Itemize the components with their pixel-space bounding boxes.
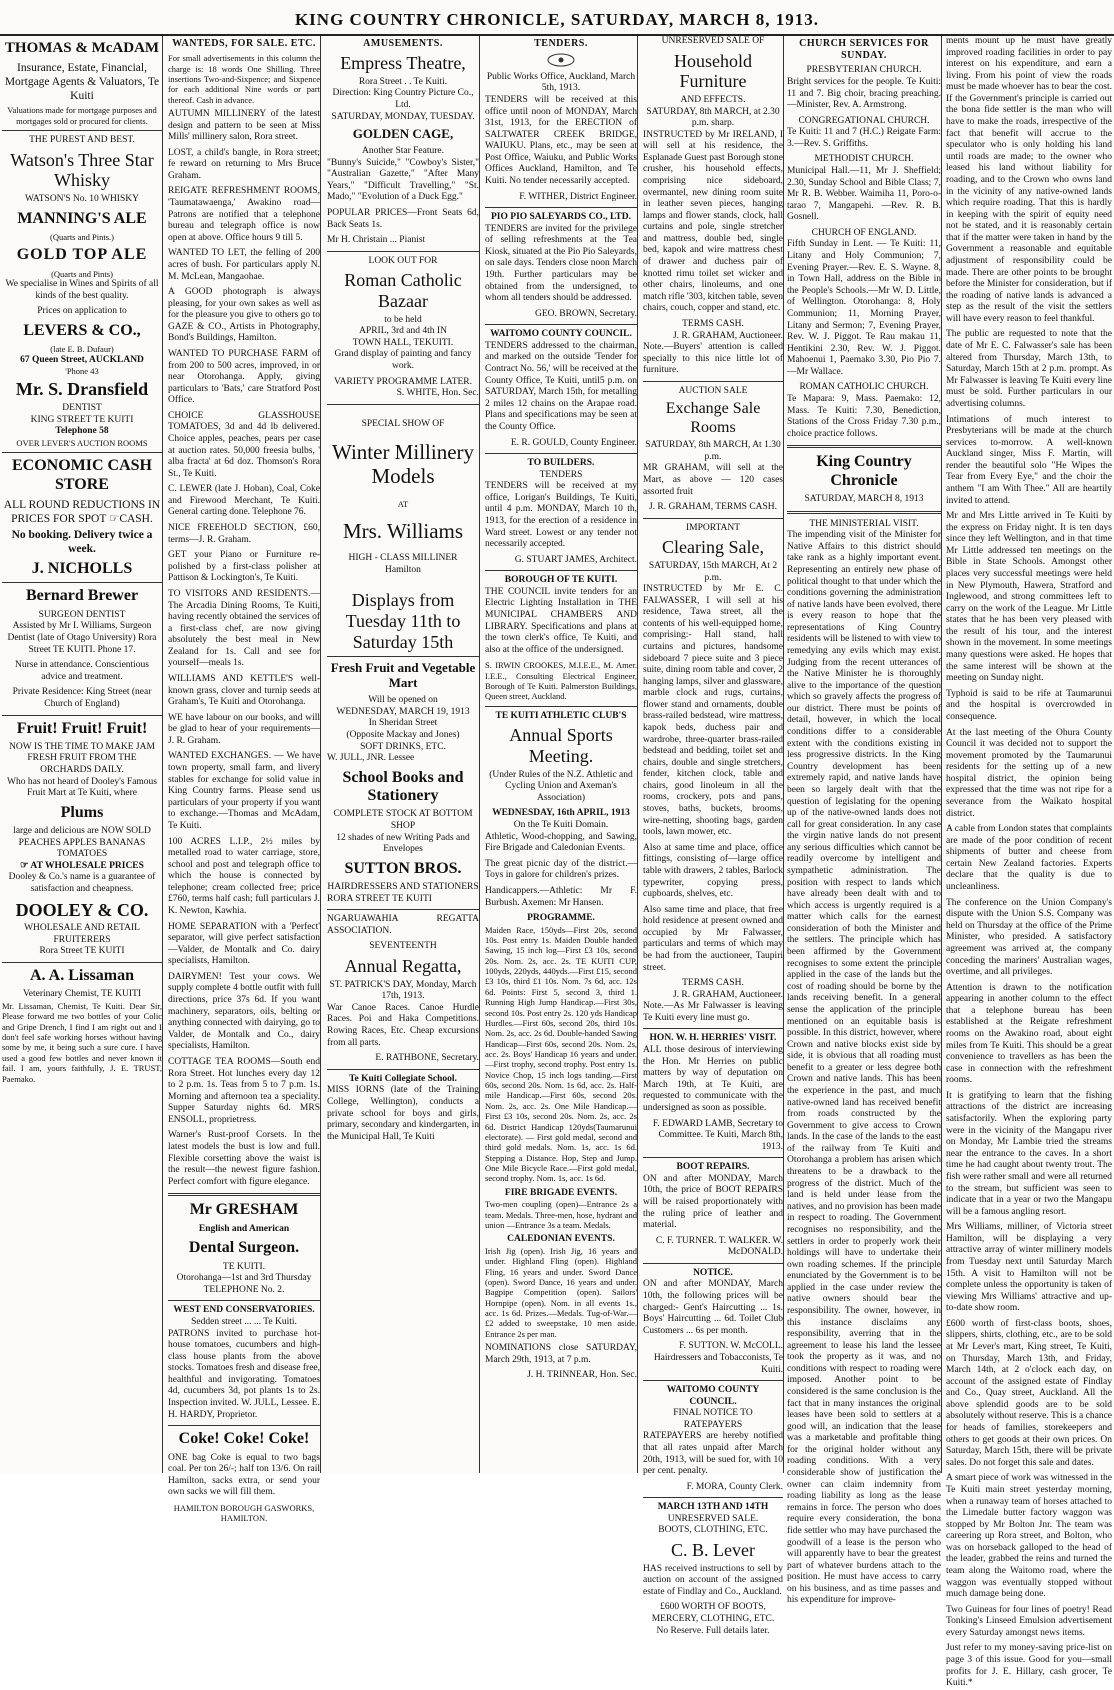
piopio: PIO PIO SALEYARDS CO., LTD. (491, 212, 631, 223)
wanted-ad: HOME SEPARATION with a 'Perfect' separator, will give perfect satisfaction—Valder, de Montalk and Co. dairy specialists, Hamilton. (168, 921, 320, 967)
c7-body-11: Mrs Williams, milliner, of Victoria street Hamilton, will be displaying a very attractive array of winter millinery models from Tuesday next until Saturday March 15th. A visit to Hamilton will not be complete unless the opportunity is taken of viewing Mrs Williams' attractive and up-to-date show room. (946, 1222, 1112, 1314)
catholic: ROMAN CATHOLIC CHURCH. (799, 382, 929, 393)
tenders-heading: TENDERS. (534, 38, 588, 49)
waitomo2: WAITOMO COUNTY COUNCIL. (666, 1385, 760, 1407)
tel2: TELEPHONE No. 2. (203, 1284, 285, 1295)
peaches: PEACHES APPLES BANANAS TOMATOES (18, 837, 146, 860)
builders: TO BUILDERS. (527, 458, 595, 469)
methodist-body: Municipal Hall.—11, Mr J. Sheffield; 2.30, Sunday School and Bible Class; 7, Mr R. B. Webber. Waimiha 11, Poro-o-tarao 7, Mangapehi. —Rev. R. B. Gosnell. (787, 166, 941, 223)
levers: LEVERS & CO., (23, 321, 141, 339)
wither: F. WITHER, District Engineer. (519, 191, 637, 202)
tenders2: TENDERS (539, 469, 583, 480)
telephone-58: Telephone 58 (55, 426, 109, 437)
fire-body: Two-men coupling (open)—Entrance 2s a team. Medals. Three-men, hose, hydrant and union —Entrance 3s a team. Medals. (485, 1199, 637, 1230)
wanted-ad: DAIRYMEN! Test your cows. We supply complete 4 bottle outfit with full directions, price 37s 6d. If you want machinery, separators, oils, belting or anything connected with dairying, go to Valder, de Montalk and Co., dairy specialists, Hamilton. (168, 971, 320, 1052)
column-1 (2, 36, 163, 1473)
column-6 (787, 36, 942, 1606)
seventeenth: SEVENTEENTH (369, 941, 437, 952)
congreg-body: Te Kuiti: 11 and 7 (H.C.) Reigate Farm: 3.—Rev. S. Griffiths. (787, 127, 941, 149)
wanted-ad: For small advertisements in this column the charge is: 18 words One Shilling. Three insertions Two-and-Sixpence; and Sixpence for each additional Nine words or part thereof. Cash in advance. (168, 53, 320, 105)
shades: 12 shades of new Writing Pads and Envelopes (336, 832, 470, 855)
rora-street: Rora Street TE KUITI (39, 946, 125, 957)
lissaman-letter: Mr. Lissaman, Chemist, Te Kuiti. Dear Sir, Please forward me two bottles of your Colic and Gripe Drench, I find I am right out and I don't feel safe working horses without having some by me, it being such a sure cure. I have used a good few bottles and never known it fail. I am, yours faithfully, J. E. TRUST, Paemako. (2, 1001, 162, 1084)
lever: C. B. Lever (671, 1540, 755, 1561)
books: School Books and Stationery (342, 768, 464, 805)
nurse: Nurse in attendance. Conscientious advice and treatment. (14, 660, 150, 682)
rules: (Under Rules of the N.Z. Athletic and Cycling Union and Axeman's Association) (489, 769, 633, 803)
c7-body-1: ments mount up he must have greatly improved roading facilities in order to pay interest on his expenditure, and earn a living. From his point of view the roads must be made whoever has to bear the cost. If the Government's principle is carried out the bona fide settler is the man who will have to make the roads, irrespective of the fact that benefit will accrue to the speculator who is only holding his land until roads are made; to the owner who leased his land without liability for roading, and to the Crown who owns land in the vicinity of any native-owned lands which require roading. That this is hardly in keeping with the spirit of equity need not be stated, and it is reasonably certain that if the matter were taken in hand by the Government a reasonable and equitable adjustment of responsibility could be made. There are other points to be brought before the Minister for consideration, but if the roading of native lands is advanced a step as the result of the visit the settlers will have every reason to feel thankful. (946, 36, 1112, 324)
c7-body-2: The public are requested to note that the date of Mr E. C. Falwasser's sale has been altered from Thursday, March 13th, to Saturday, March 15th at 2 p.m. prompt. As Mr Falwasser is leaving Te Kuiti every line must be sold. Further particulars in our advertising columns. (946, 329, 1112, 409)
final: FINAL NOTICE TO RATEPAYERS (673, 1408, 753, 1430)
terms2: TERMS CASH. (682, 978, 744, 989)
c7-body-6: At the last meeting of the Ohura County Council it was decided not to support the movement promoted by the Taumarunui residents for the setting up of a new hospital district, the opinion being expressed that the time was not ripe for a severance from the Waikato hospital district. (946, 727, 1112, 819)
wanted-ad: TO VISITORS AND RESIDENTS.—The Arcadia Dining Rooms, Te Kuiti, having recently obtained the services of a first-class chef, are now giving absolutely the best meal in New Zealand for 1s. Call and see for yourself—meals 1s. (168, 588, 320, 669)
displays: Displays from Tuesday 11th to Saturday 15th (345, 590, 461, 652)
effects: AND EFFECTS. (680, 94, 746, 105)
pwo: Public Works Office, Auckland, March 5th, 1913. (486, 71, 636, 94)
who-heard: Who has not heard of Dooley's Famous Fruit Mart at Te Kuiti, where (7, 776, 157, 799)
trinnear: J. H. TRINNEAR, Hon. Sec. (527, 1370, 637, 1381)
graham: J. R. GRAHAM, Auctioneer. (672, 330, 783, 341)
wanteds-heading: WANTEDS, FOR SALE. ETC. (172, 38, 316, 49)
otoro: Otorohanga—1st and 3rd Thursday (176, 1273, 312, 1284)
column-5 (643, 36, 784, 1636)
c7-body-9: Attention is drawn to the notification appearing in another column to the effect that a telephone bureau has been established at the Reigate refreshment rooms on the Awakino road, about eight miles from Te Kuiti. This should be a great convenience to travellers as has been the case in connection with the refreshment rooms. (946, 982, 1112, 1086)
important: IMPORTANT (685, 522, 741, 533)
gresham-tekuiti: TE KUITI. (222, 1261, 266, 1272)
household: Household Furniture (674, 50, 752, 92)
private: Private Residence: King Street (near Church of England) (12, 687, 152, 709)
james: G. STUART JAMES, Architect. (514, 554, 637, 565)
graham2: J. R. GRAHAM, TERMS CASH. (648, 502, 778, 513)
herries: HON. W. H. HERRIES' VISIT. (649, 1033, 777, 1044)
at: AT (397, 498, 409, 509)
boot: BOOT REPAIRS. (676, 1162, 750, 1173)
herries-body: ALL those desirous of interviewing the Hon. Mr Herries on public matters by way of deputation on March 19th, at Te Kuiti, are requested to communicate with the undersigned as soon as possible. (643, 1045, 783, 1113)
popular: POPULAR PRICES—Front Seats 6d, Back Seats 1s. (327, 208, 479, 230)
leaving: Note.—As Mr Falwasser is leaving Te Kuiti every line must go. (643, 1001, 783, 1023)
wanted-ad: WE have labour on our books, and will be glad to hear of your requirements—J. R. Graham. (168, 712, 320, 746)
fruit: Fruit! Fruit! Fruit! (16, 719, 148, 737)
handicappers: Handicappers.—Athletic: Mr F. Burbush. Axemen: Mr Hansen. (485, 885, 637, 908)
england: CHURCH OF ENGLAND. (811, 227, 917, 238)
watsons-no10: WATSON'S No. 10 WHISKY (25, 193, 139, 204)
nicholls: J. NICHOLLS (31, 560, 133, 578)
sedden: Sedden street ... ... Te Kuiti. (191, 1316, 297, 1327)
wholesale: ☞ AT WHOLESALE PRICES (20, 860, 144, 871)
sheridan: In Sheridan Street (368, 718, 438, 729)
beheld: to be held (384, 314, 422, 325)
athletic: TE KUITI ATHLETIC CLUB'S (495, 710, 627, 721)
presby: PRESBYTERIAN CHURCH. (806, 65, 922, 76)
congreg: CONGREGATIONAL CHURCH. (798, 115, 930, 126)
iorns: MISS IORNS (late of the Training College, Wellington), conducts a private school for boys and girls, primary, secondary and kindergarten, in the Municipal Hall, Te Kuiti (327, 1085, 479, 1142)
lamb: F. EDWARD LAMB, Secretary to Committee. Te Kuiti, March 8th, 1913. (652, 1118, 783, 1152)
wanted-ad: LOST, a child's bangle, in Rora street; fe reward on returning to Mrs Bruce Graham. (168, 147, 320, 181)
winter: Winter Millinery Models (331, 440, 475, 489)
crest-icon (485, 53, 637, 72)
brown: GEO. BROWN, Secretary. (534, 308, 637, 319)
unres: UNRESERVED SALE. (667, 1513, 759, 1524)
opposite: (Opposite Mackay and Jones) (346, 729, 460, 740)
thomas-note: Valuations made for mortgage purposes and mortgages sold or procured for clients. (7, 105, 157, 126)
wanted-ad: 100 ACRES L.I.P., 2½ miles by metalled road to water carriage, store, school and post and telegraph office to which the house is connected by telephone; cream collected free; price £760, terms half cash; full particulars J. K. Newton, Kawhia. (168, 836, 320, 916)
unreserved: UNRESERVED SALE OF (661, 36, 765, 46)
sat15: SATURDAY, 15th MARCH, At 2 p.m. (648, 560, 778, 583)
variety: VARIETY PROGRAMME LATER. (333, 376, 473, 387)
boots: BOOTS, CLOTHING, ETC. (658, 1525, 768, 1536)
patrons: PATRONS invited to purchase hot-house tomatoes, cucumbers and high-class house plants from the above stocks. Tomatoes fresh and disease free, healthful and invigorating. Tomatoes 4d, cucumbers 3d, pot plants 1s to 2s. Inspection invited. W. JULL, Lessee. E. H. HARDY, Proprietor. (168, 1328, 320, 1420)
levers-phone: 'Phone 43 (65, 366, 99, 377)
mannings: MANNING'S ALE (17, 209, 147, 227)
another: Another Star Feature. (361, 146, 445, 157)
wanted-ad: AUTUMN MILLINERY of the latest design and pattern to be seen at Miss Mills' millinery salon, Rora street. (168, 108, 320, 143)
no-booking: No booking. Delivery twice a week. (11, 529, 153, 556)
soft: SOFT DRINKS, ETC. (360, 741, 446, 752)
columns (0, 36, 1114, 1689)
thomas-lines: Insurance, Estate, Financial, Mortgage Agents & Valuators, Te Kuiti (4, 62, 160, 103)
ireland: INSTRUCTED by Mr IRELAND, I will sell at his residence, the Esplanade Guest past Borough stone crusher, his household effects, comprising nice sideboard, overmantel, new dining room suite in leather seven pieces, hanging lamps and flower stands, clock, hall curtains and pole, single stretcher and mattress, double bed, single bed, kapok and wire mattress chest of drawer and duchess pair of knotted rimu toilet set wicker and other chairs, linoleums, and one match rifle '303, kitchen table, seven chairs, couch, copper and stand, etc. (643, 129, 783, 314)
wanted-ad: A GOOD photograph is always pleasing, for your own sakes as well as for the pleasure you give to others go to GAZE & CO., Artists in Photography, Bond's Buildings, Hamilton. (168, 287, 320, 344)
watsons: Watson's Three Star Whisky (10, 149, 154, 191)
nominations: NOMINATIONS close SATURDAY, March 29th, 1913, at 7 p.m. (485, 1343, 637, 1365)
levers-sub: (late E. B. Dufaur) (50, 344, 114, 355)
plums: Plums (60, 803, 104, 821)
boot-body: ON and after MONDAY, March 10th, the price of BOOT REPAIRS will be raised proportionately with the ruling price of leather and material. (643, 1173, 783, 1231)
also-freehold: Also same time and place, that free hold residence at present owned and occupied by Mr Falwasser, particulars and terms of which may be had from the auctioneer, Taupiri street. (643, 904, 783, 973)
wholesale-retail: WHOLESALE AND RETAIL FRUITERERS (24, 923, 140, 945)
coke: Coke! Coke! Coke! (178, 1430, 310, 1448)
coke-body: ONE bag Coke is equal to two bags coal. Per ton 26/-; half ton 13/6. On rail Hamilton, sacks extra, or send your own sacks we will fill them. (168, 1452, 320, 1498)
over-lever: OVER LEVER'S AUCTION ROOMS (16, 437, 148, 448)
king-street: KING STREET TE KUITI (30, 414, 134, 425)
quarts-1: (Quarts and Pints.) (50, 231, 114, 242)
surgeon: SURGEON DENTIST (38, 609, 126, 620)
all-round: ALL ROUND REDUCTIONS IN PRICES FOR SPOT ☞CASH. (3, 499, 161, 526)
golden: GOLDEN CAGE, (352, 126, 454, 142)
rathbone: E. RATHBONE, Secretary. (375, 1053, 479, 1064)
gould: E. R. GOULD, County Engineer. (510, 437, 637, 448)
dooley-co: DOOLEY & CO. (15, 899, 149, 920)
bazaar: Roman Catholic Bazaar (344, 270, 462, 312)
pwo-body: TENDERS will be received at this office until noon of MONDAY, March 31st, 1913, for the ERECTION of SALTWATER CREEK BRIDGE, WAIUKU. Plans, etc., may be seen at Post Office, Waiuku, and Public Works Offices Auckland, Hamilton, and Te Kuiti. No tender necessarily accepted. (485, 94, 637, 186)
lever-body: HAS received instructions to sell by auction on account of the assigned estate of Findlay and Co., Auckland. (643, 1563, 783, 1597)
masthead-title: KING COUNTRY CHRONICLE, SATURDAY, MARCH 8, 1913. (294, 10, 820, 29)
methodist: METHODIST CHURCH. (814, 154, 914, 165)
dooley-name: Dooley & Co.'s name is a guarantee of satisfaction and cheapness. (8, 872, 156, 895)
c7-body-5: Typhoid is said to be rife at Taumarunui and the hospital is overcrowded in consequence. (946, 688, 1112, 722)
large-delicious: large and delicious are NOW SOLD (13, 826, 151, 837)
programme: PROGRAMME. (527, 913, 595, 924)
column-7 (946, 36, 1112, 1689)
c7-body-10: It is gratifying to learn that the fishing attractions of the district are increasing satisfactorily. When the exploring party were in the vicinity of the Mangapu river on Monday, Mr Lambie tried the streams near the entrance to the caves. In a short time he had caught about twenty trout. The fish were rather small and were all returned to the stream, but sufficient was seen to indicate that in a year or two the Mangapu will be a famous angling resort. (946, 1090, 1112, 1217)
clearing: Clearing Sale, (662, 537, 764, 558)
waitomo: WAITOMO COUNTY COUNCIL. (490, 329, 632, 340)
wanted-ad: GET your Piano or Furniture re-polished by a first-class polisher at Pattison & Lockington's, Te Kuiti. (168, 550, 320, 584)
sat8: SATURDAY, 8th MARCH, at 2.30 p.m. sharp. (646, 106, 780, 129)
dental: Dental Surgeon. (188, 1239, 300, 1257)
mora: F. MORA, County Clerk. (686, 1481, 783, 1492)
c7-body-7: A cable from London states that complaints are made of the poor condition of recent shipments of butter and cheese from certain New Zealand factories. Experts declare that the quality is due to uncleanliness. (946, 824, 1112, 893)
empress: Empress Theatre, (340, 53, 466, 74)
presby-body: Bright services for the people. Te Kuiti: 11 and 7. Big choir, bracing preaching.—Minister, Rev. A. Armstrong. (787, 76, 941, 111)
jull: W. JULL, JNR. Lessee (327, 753, 415, 764)
sports: Annual Sports Meeting. (509, 725, 613, 767)
picnic: The great picnic day of the district.—Toys in galore for children's prizes. (485, 858, 637, 881)
brewer-body: Assisted by Mr I. Williams, Surgeon Dentist (late of Otago University) Rora Street TE KUITI. Phone 17. (7, 621, 157, 655)
wanted-ad: C. LEWER (late J. Hoban), Coal, Coke and Firewood Merchant, Te Kuiti. General carting done. Telephone 76. (168, 484, 320, 518)
prices: Prices on application to (37, 306, 127, 317)
falwasser: INSTRUCTED by Mr E. C. FALWASSER, I will sell at his residence, Tawa street, all the contents of his well-equipped home, comprising:- Hall stand, hall curtains and pictures, handsome sideboard 7 piece suite and 3 piece suite, dining room table and cover, 2 hanging lamps, silver and glassware, marble clock and rugs, curtains, flower stand and ornaments, double brass-railed bedstead, wire mattress, kapok beds, duchess pair and wardrobe, three-quarter brass-railed bedstead and bedding, toilet set and chairs, double and single stretchers, fender, kitchen clock, table and chairs, good linoleum in all the rooms, crockery, pots and pans, stoves, baths, buckets, brooms, wire-netting, shooting bags, garden tools, lawn mower, etc. (643, 584, 783, 838)
townhall: TOWN HALL, TEKUITI. (352, 337, 454, 348)
fire: FIRE BRIGADE EVENTS. (504, 1187, 618, 1198)
gasworks: HAMILTON BOROUGH GASWORKS, HAMILTON. (173, 1502, 315, 1524)
domain: On the Te Kuiti Domain. (513, 820, 609, 831)
wed16: WEDNESDAY, 16th APRIL, 1913 (492, 808, 630, 819)
quarts-2: (Quarts and Pints) (51, 268, 113, 279)
c7-body-8: The conference on the Union Company's dispute with the Union S.S. Company was held on Thursday at the office of the Prime Minister, who presided. A satisfactory agreement was arrived at, the company conceding the mariners' Australian wages, overtime, and all privileges. (946, 897, 1112, 978)
noreserve: No Reserve. Full details later. (656, 1625, 770, 1636)
mrs-williams: Mrs. Williams (342, 518, 464, 543)
notice: NOTICE. (693, 1267, 733, 1278)
wanted-ad: WANTED EXCHANGES. — We have town property, small farm, and livery stables for exchange for solid value in King Country farms. Please send us particulars of your property if you want to exchange.—Thomas and McAdam, Te Kuiti. (168, 751, 320, 831)
events: Athletic, Wood-chopping, and Sawing, Fire Brigade and Caledonian Events. (485, 831, 637, 854)
april: APRIL, 3rd and 4th IN (359, 326, 447, 337)
vet: Veterinary Chemist, TE KUITI (22, 989, 142, 1000)
lookout: LOOK OUT FOR (368, 255, 438, 266)
opened: Will be opened on (368, 695, 438, 706)
freshmart: Fresh Fruit and Vegetable Mart (330, 660, 476, 691)
dentist: DENTIST (62, 403, 102, 414)
kcc-date: SATURDAY, MARCH 8, 1913 (804, 494, 924, 505)
empress-rora: Rora Street . . Te Kuiti. (358, 76, 448, 87)
kcc: King Country Chronicle (816, 453, 912, 489)
days: SATURDAY, MONDAY, TUESDAY. (331, 111, 475, 122)
c7-body-12: £600 worth of first-class boots, shoes, slippers, shirts, clothing, etc., are to be sold at Mr Lever's mart, King street, Te Kuiti, on Thursday, March 13th, and Friday, March 14th, at 2 o'clock each day, on account of the assigned estate of Findlay and Co., Quay street, Auckland. All the above splendid goods are to be sold absolutely without reserve. This is a chance for heads of families, storekeepers and others to get goods at their own prices. On Saturday, March 15th, there will be private sales. Do not forget this sale and dates. (946, 1318, 1112, 1468)
fresh-fruit: FRESH FRUIT FROM THE ORCHARDS DAILY. (27, 753, 137, 776)
now-time: NOW IS THE TIME TO MAKE JAM (9, 741, 155, 752)
visit-body: The impending visit of the Minister for Native Affairs to this district should take rank as a highly important event. Representing an entirely new phase of political thought to that under which the conditions governing the administration of native lands have been evolved, there is every reason to hope that the representations of King Country residents will be listened to with view to remedying any evils which may exist. Judging from the recent utterances of the Native Minister he is thoroughly alive to the importance of the question which so gravely affects the progress of our district. There must be points of detail, however, in which the local conditions differ to a considerable extent with the conditions existing in less progressive districts. In the King Country development has been extremely rapid, and native lands have been so largely dealt with that the question of legislating for the opening up of the native-owned lands does not call for great consideration. In any case the virgin native lands do not present any serious difficulties which cannot be readily overcome by intelligent and sympathetic administration. The position with respect to lands which have already been dealt with and to which access is urgently required is a matter which calls for the earnest consideration of both the Minister and the settlers. The principle which has been affirmed by the Government recognises to some extent the principle applied in the case of the lands but the cost of roading should be borne by the lands receiving benefit. In a general sense the application of the principle mentioned on an equitable basis is possible. In this district, however, where Crown and native blocks exist side by side, it is obvious that all roading must benefit to a greater or less degree both Crown and native lands. This has been the experience in the past, and much native-owned land has received benefit from roads constructed by the Government to give access to Crown lands. In the case of the lands to the east of the railway from Te Kuiti and Otorohanga a problem has arisen which threatens to be a drawback to the progress of the district. Much of the land is held under lease from the natives, and no provision has been made in respect to roading. The Government recognises no responsibility, and the settlers in order to properly work their holdings will have to undertake their own roading schemes. If the principle enunciated by the Government is to be applied in the case under review the native owners should bear the responsibility. The owner, however, in this instance disclaims any responsibility, averring that in the agreement to lease his land the lessee took the property as it was, and no conditions with respect to roading were imposed. Another point to be considered is the same conclusion is the fact that in many instances the original leases have been sold to settlers at a good will, an indication that the lease was a marketable and profitable thing for the original holder without any roading conditions. With a very considerable show of justification the owner can claim indemnity from roading liability as long as the lease remains in force. The person who does require every consideration, the bona fide settler who may have purchased the goodwill of a lease is the person who will apparently have to bear the greatest part of whatever burdens attach to the position. He must have access to carry on his business, and as time passes and his expenditure for improve- (787, 530, 941, 1606)
notice-sign: F. SUTTON. W. McCOLL. Hairdressers and Tobacconists, Te Kuiti. (653, 1341, 783, 1375)
boot-sign: C. F. TURNER. T. WALKER. W. McDONALD. (655, 1235, 783, 1258)
graham-sell: MR GRAHAM, will sell at the Mart, as above — 120 cases assorted fruit (643, 463, 783, 497)
wanteds-list (168, 53, 320, 1188)
wanted-ad: WILLIAMS AND KETTLE'S well-known grass, clover and turnip seeds at Graham's, Te Kuiti and Otorohanga. (168, 674, 320, 708)
economic: ECONOMIC CASH STORE (11, 457, 152, 493)
wanted-ad: WANTED TO PURCHASE FARM of from 200 to 500 acres, improved, in or near Otorohanga. Apply, giving particulars to 'Bats,' care Stratford Post Office. (168, 348, 320, 406)
caledonian: CALEDONIAN EVENTS. (507, 1234, 615, 1245)
complete: COMPLETE STOCK AT BOTTOM SHOP (333, 809, 473, 832)
borough-body: THE COUNCIL invite tenders for an Electric Lighting Installation in THE MUNICIPAL CHAMBERS AND LIBRARY. Specifications and plans at the town clerk's office, Te Kuiti, and also at the office of the undersigned. (485, 586, 637, 655)
high-class: HIGH - CLASS MILLINER (348, 553, 458, 564)
church-heading: CHURCH SERVICES FOR SUNDAY. (799, 38, 929, 62)
special: SPECIAL SHOW OF (361, 418, 445, 429)
lissaman: A. A. Lissaman (29, 967, 135, 985)
eng-am: English and American (198, 1223, 290, 1234)
column-3 (327, 36, 480, 1473)
regatta: Annual Regatta, (344, 956, 462, 977)
builders-body: TENDERS will be received at my office, Lorigan's Buildings, Te Kuiti, until 4 p.m. MONDAY, March 10 th, 1913, for the erection of a residence in Ward street. Lowest or any tender not necessarily accepted. (485, 481, 637, 550)
england-body: Fifth Sunday in Lent. — Te Kuiti: 11, Litany and Holy Communion; 7, Evening Prayer.—Rev. E. S. Wayne. 8, in Town Hall, address on the Bible in the People's Schools.—Mr W. D. Little, of Wellington. Otorohanga: 8, Holy Communion; 11, Morning Prayer, Litany and Sermon; 7, Evening Prayer, Rev. W. J. Piggot. Te Rau makau 11, Hentikini 2.30, Rev. W. J. Piggot. Mahoenui 1, Paemako 3.30, Pio Pio 7.—Mr Wallace. (787, 239, 941, 377)
caledonian-body: Irish Jig (open). Irish Jig, 16 years and under. Highland Fling (open). Highland Fling, 16 years and under. Sword Dance (open). Sword Dance, 16 years and under. Bagpipe Competition (open). Sailors' Hornpipe (open). Nom. in all events 1s., acc. 1s 6d. Prizes.—Medals. Tug-of-War.—£2 added to sweepstake, 10 men aside. Entrance 2s per man. (485, 1245, 637, 1339)
c7-body-14: Two Guineas for four lines of poetry! Read Tonking's Linseed Emulsion advertisement every Saturday amongst news items. (946, 1604, 1112, 1638)
borough: BOROUGH OF TE KUITI. (504, 575, 618, 586)
final-body: RATEPAYERS are hereby notified that all rates unpaid after March 20th, 1913, will be sued for, with 10 per cent. penalty. (643, 1431, 783, 1477)
gresham: Mr GRESHAM (189, 1201, 299, 1219)
graham3: J. R. GRAHAM, Auctioneer. (672, 989, 783, 1000)
c7-body-15: Just refer to my money-saving price-list on page 3 of this issue. Good for you—small profits for J. E. Hillary, cash grocer, Te Kuiti.* (946, 1643, 1112, 1689)
piopio-body: TENDERS are invited for the privilege of selling refreshments at the Tea Kiosk, situated at the Pio Pio Saleyards, on sale days. Tenders close noon March 19th. Further particulars may be obtained from the undersigned, to whom all tenders should be addressed. (485, 223, 637, 304)
goldtop: GOLD TOP ALE (16, 246, 148, 264)
stpat: ST. PATRICK'S DAY, Monday, March 17th, 1913. (329, 979, 477, 1002)
auction-sale: AUCTION SALE (678, 385, 748, 396)
wanted-ad: CHOICE GLASSHOUSE TOMATOES, 3d and 4d lb delivered. Choice apples, peaches, pears per case at auction rates. 50,000 freesia bulbs, ' alba fracta' at 6d doz. Thomson's Rora St., Te Kuiti. (168, 410, 320, 479)
sat8b: SATURDAY, 8th MARCH, At 1.30 p.m. (645, 440, 781, 462)
direction: Direction: King Country Picture Co., Ltd. (332, 88, 474, 111)
c7-body-3: Intimations of much interest to Presbyterians will be made at the church services to-morrow. A well-known Auckland singer, Miss F. Martin, will render the beautiful solo "He Wipes the Tear from Every Eye," and the choir the anthem "I am With Thee." All are heartily invited to attend. (946, 414, 1112, 506)
wed: WEDNESDAY, MARCH 19, 1913 (336, 706, 470, 717)
thomas-title: THOMAS & McADAM (4, 40, 160, 56)
also-same: Also at same time and place, office fittings, consisting of—large office table with drawers, 2 tables, Barlock typewriter, copying press, cupboards, shelves, etc. (643, 842, 783, 900)
programme-body: Maiden Race, 150yds—First 20s, second 10s. Post entry 1s. Maiden Double handed Sawing, 15 inch log—First £3 10s, second 20s. Nom. 2s, acc. 2s. TE KUITI CUP, 100yds, 220yds, 440yds.—First £15, second £3 10s, third £1 10s. Nom. 7s 6d, acc. 12s 6d. Points: First 5, second 3, third 1. Running High Jump Handicap.—First 30s, second 10s. Post entry 2s. 120 yds Handicap Hurdles.—First 60s, second 20s, third 10s. Nom. 2s, acc. 2s 6d. Double-handed Sawing Handicap—First 60s, second 20s. Nom. 2s, acc. 2s. Boys' Handicap 16 years and under. —First trophy, second trophy. Post entry 1s. Novice Chop, 15 inch logs tanding.—First 60s, second 20s. Nom. 1s 6d, acc. 2s. Half-mile Handicap.—First 60s, second 20s. Nom. 2s, acc. 2s. One Mile Handicap.—First £3 10s, second 20s. Nom. 2s, acc. 2s 6d. District Handicap 120yds(Taumarunui electorate). — First gold medal, second and third gold medals. Nom. 1s, acc. 1s 6d. Stepping a Distance. Hop, Step and Jump. One Mile Bicycle Race.—First gold medal, second trophy. Nom. 1s, acc. 1s 6d. (485, 924, 637, 1184)
buyers-note: Note.—Buyers' attention is called specially to this nice little lot of furniture. (643, 342, 783, 376)
wanted-ad: REIGATE REFRESHMENT ROOMS, 'Taumatawaenga,' Awakino road—Patrons are notified that a telephone bureau and telegraph office is now open at above. Office hours 9 till 5. (168, 186, 320, 243)
column-4 (485, 36, 638, 1473)
waitomo-body: TENDERS addressed to the chairman, and marked on the outside 'Tender for Contract No. 56,' will be received at the County Office, Te Kuiti, until5 p.m. on SATURDAY, March 15th, for metalling 2 miles 12 chains on the Arapae road. Plans and specifications may be seen at the County Office. (485, 340, 637, 432)
levers-addr: 67 Queen Street, AUCKLAND (20, 354, 144, 365)
exchange: Exchange Sale Rooms (665, 400, 761, 436)
hair: HAIRDRESSERS AND STATIONERS (327, 882, 479, 893)
catholic-body: Te Mapara: 9, Mass. Paemako: 12, Mass. Te Kuiti: 7.30, Benediction, Stations of the Cross Friday 7.30 p.m., choice practice follows. (787, 393, 941, 439)
masthead (0, 4, 1114, 36)
brewer: Bernard Brewer (25, 587, 139, 605)
wanted-ad: COTTAGE TEA ROOMS—South end Rora Street. Hot lunches every day 12 to 2 p.m. 1s. Teas from 5 to 7 p.m. 1s. Morning and afternoon tea a speciality. Supper Saturday nights 6d. MRS ENSOLL, proprietress. (168, 1056, 320, 1125)
worth: £600 WORTH OF BOOTS, MERCERY, CLOTHING, ETC. (651, 1602, 775, 1625)
visit: THE MINISTERIAL VISIT. (809, 518, 919, 529)
c7-body-4: Mr and Mrs Little arrived in Te Kuiti by the express on Friday night. It is ten days since they left Wellington, and in that time Mr Little addressed ten meetings on the Bible in State Schools. Amongst other places very successful meetings were held in New Plymouth, Hawera, Stratford and Inglewood, and strong committees left to carry on the work of the League. Mr Little states that he has been very pleased with the result of his tour, and the interest shown in the movement. In some meetings many questions were asked. He hopes that the same interest will be shown at the meeting on Sunday night. (946, 511, 1112, 684)
white: S. WHITE, Hon. Sec. (396, 388, 479, 399)
pianist: Mr H. Christain ... Pianist (327, 235, 426, 246)
ngaru: NGARUAWAHIA REGATTA ASSOCIATION. (327, 914, 479, 936)
rora2: RORA STREET TE KUITI (327, 893, 432, 904)
wanted-ad: WANTED TO LET, the felling of 200 acres of bush. For particulars apply N. M. McLean, Mangaohae. (168, 248, 320, 282)
crookes: S. IRWIN CROOKES, M.I.E.E., M. Amer. I.E.E., Consulting Electrical Engineer, Borough of Te Kuiti. Palmerston Buildings, Queen street, Auckland. (485, 660, 637, 702)
hamilton: Hamilton (385, 564, 421, 575)
notice-body: ON and after MONDAY, March 10th, the following prices will be charged:- Gent's Haircutting ... 1s. Boys' Haircutting ... 6d. Toilet Club Customers ... 6s per month. (643, 1279, 783, 1336)
races: War Canoe Races. Canoe Hurdle Races. Poi and Haka Competitions. Rowing Races, Etc. Cheap excursions from all parts. (327, 1002, 479, 1048)
dransfield: Mr. S. Dransfield (15, 379, 149, 400)
terms: TERMS CASH. (682, 318, 744, 329)
column-2 (168, 36, 321, 1524)
specialise: We specialise in Wines and Spirits of all kinds of the best quality. (5, 279, 159, 301)
collegiate: Te Kuiti Collegiate School. (349, 1073, 457, 1084)
westend: WEST END CONSERVATORIES. (173, 1305, 315, 1316)
sutton: SUTTON BROS. (344, 859, 462, 877)
amusements-heading: AMUSEMENTS. (363, 38, 443, 49)
wanted-ad: Warner's Rust-proof Corsets. In the latest models the bust is low and full. Flexible corsetting above the waist is the result—the newest figure fashion. Perfect comfort with figure elegance. (168, 1130, 320, 1187)
grand: Grand display of painting and fancy work. (334, 349, 472, 372)
wanted-ad: NICE FREEHOLD SECTION, £60, terms—J. R. Graham. (168, 523, 320, 545)
films: "Bunny's Suicide," "Cowboy's Sister," "Australian Gazette," "After Many Years," "Difficult Travelling," "St. Mado," "Evolution of a Duck Egg." (327, 157, 479, 203)
march-sale: MARCH 13TH AND 14TH (657, 1502, 769, 1513)
purest: THE PUREST AND BEST. (29, 135, 135, 146)
c7-body-13: A smart piece of work was witnessed in the Te Kuiti main street yesterday morning, when a runaway team of horses attached to the Limedale butter factory waggon was stopped by Mr Bolton Jnr. The team was careering up Rora street, and Bolton, who was on horseback galloped to the head of the leader, grabbed the reins and turned the team along the Waitomo road, where the waggon was eventually stopped without much damage being done. (946, 1473, 1112, 1600)
